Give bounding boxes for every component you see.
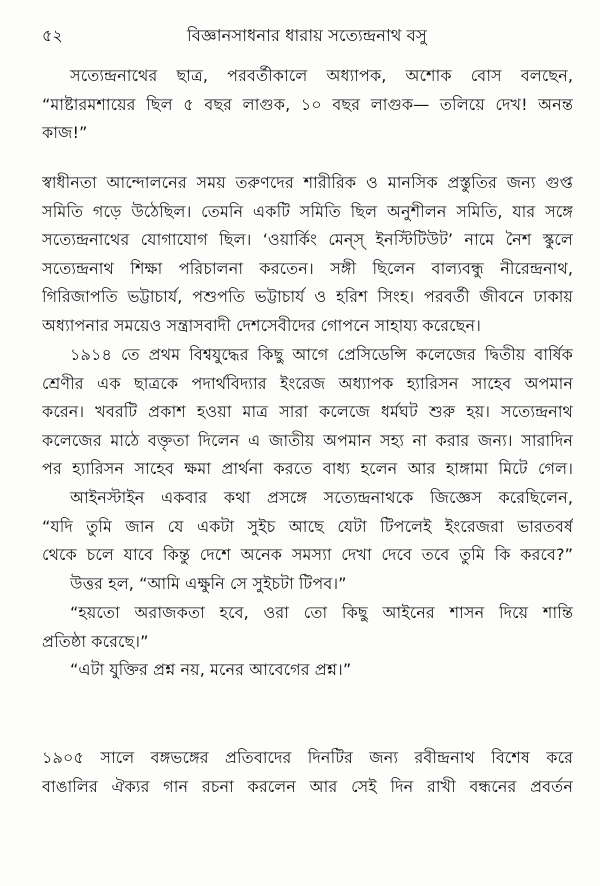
paragraph-ashok-bose bbox=[42, 62, 573, 148]
page-number: ৫২ bbox=[42, 26, 63, 45]
text-line: সমিতি গড়ে উঠেছিল। তেমনি একটি সমিতি ছিল অনুশীলন সমিতি, যার সঙ্গে bbox=[42, 201, 573, 221]
text-line: “মাষ্টারমশায়ের ছিল ৫ বছর লাগুক, ১০ বছর লাগুক— তলিয়ে দেখ! অনন্ত bbox=[42, 94, 573, 114]
text-line: শ্রেণীর এক ছাত্রকে পদার্থবিদ্যার ইংরেজ অধ্যাপক হ্যারিসন সাহেব অপমান bbox=[42, 373, 573, 393]
paragraph-partition-1905 bbox=[42, 744, 573, 801]
text-line: অধ্যাপনার সময়েও সন্ত্রাসবাদী দেশসেবীদের গোপনে সাহায্য করেছেন। bbox=[42, 315, 481, 335]
text-line: সত্যেন্দ্রনাথ শিক্ষা পরিচালনা করতেন। সঙ্গী ছিলেন বাল্যবন্ধু নীরেন্দ্রনাথ, bbox=[42, 258, 573, 278]
text-line: বাঙালির ঐক্যর গান রচনা করলেন আর সেই দিন রাখী বন্ধনের প্রবর্তন bbox=[42, 776, 573, 796]
text-line: “যদি তুমি জান যে একটা সুইচ আছে যেটা টিপলেই ইংরেজরা ভারতবর্ষ bbox=[42, 516, 573, 536]
text-line: প্রতিষ্ঠা করেছে।” bbox=[42, 631, 149, 651]
paragraph-presidency-college bbox=[42, 341, 573, 484]
text-line: উত্তর হল, “আমি এক্ষুনি সে সুইচটা টিপব।” bbox=[70, 574, 347, 593]
text-line: করেন। খবরটি প্রকাশ হওয়া মাত্র সারা কলেজে ধর্মঘট শুরু হয়। সত্যেন্দ্রনাথ bbox=[42, 402, 573, 422]
text-line: “হয়তো অরাজকতা হবে, ওরা তো কিছু আইনের শাসন দিয়ে শান্তি bbox=[70, 603, 573, 622]
text-line: থেকে চলে যাবে কিন্তু দেশে অনেক সমস্যা দেখা দেবে তবে তুমি কি করবে?” bbox=[42, 545, 573, 565]
text-line: কলেজের মাঠে বক্তৃতা দিলেন এ জাতীয় অপমান সহ্য না করার জন্য। সারাদিন bbox=[42, 430, 573, 450]
text-line: আইনস্টাইন একবার কথা প্রসঙ্গে সত্যেন্দ্রনাথকে জিজ্ঞেস করেছিলেন, bbox=[70, 488, 573, 507]
paragraph-anarchy bbox=[42, 599, 573, 656]
paragraph-einstein-question bbox=[42, 484, 573, 570]
text-line: স্বাধীনতা আন্দোলনের সময় তরুণদের শারীরিক ও মানসিক প্রস্তুতির জন্য গুপ্ত bbox=[42, 173, 573, 192]
text-line: গিরিজাপতি ভট্টাচার্য, পশুপতি ভট্টাচার্য ও হরিশ সিংহ। পরবর্তী জীবনে ঢাকায় bbox=[42, 287, 573, 307]
paragraph-emotion bbox=[42, 656, 573, 685]
text-line: সত্যেন্দ্রনাথের যোগাযোগ ছিল। ‘ওয়ার্কিং মেন্‌স্‌ ইনস্টিটিউট’ নামে নৈশ স্কুলে bbox=[42, 230, 573, 250]
text-line: সত্যেন্দ্রনাথের ছাত্র, পরবর্তীকালে অধ্যাপক, অশোক বোস বলছেন, bbox=[70, 66, 573, 85]
text-line: পর হ্যারিসন সাহেব ক্ষমা প্রার্থনা করতে বাধ্য হলেন আর হাঙ্গামা মিটে গেল। bbox=[42, 459, 573, 479]
text-line: কাজ!” bbox=[42, 123, 88, 143]
paragraph-answer bbox=[42, 570, 573, 599]
text-line: ১৯০৫ সালে বঙ্গভঙ্গের প্রতিবাদের দিনটির জন্য রবীন্দ্রনাথ বিশেষ করে bbox=[42, 748, 573, 767]
text-line: “এটা যুক্তির প্রশ্ন নয়, মনের আবেগের প্রশ্ন।” bbox=[70, 660, 352, 679]
text-line: ১৯১৪ তে প্রথম বিশ্বযুদ্ধের কিছু আগে প্রেসিডেন্সি কলেজের দ্বিতীয় বার্ষিক bbox=[70, 345, 573, 364]
book-title: বিজ্ঞানসাধনার ধারায় সত্যেন্দ্রনাথ বসু bbox=[187, 26, 427, 45]
paragraph-freedom-movement bbox=[42, 169, 573, 341]
running-header bbox=[42, 24, 572, 48]
